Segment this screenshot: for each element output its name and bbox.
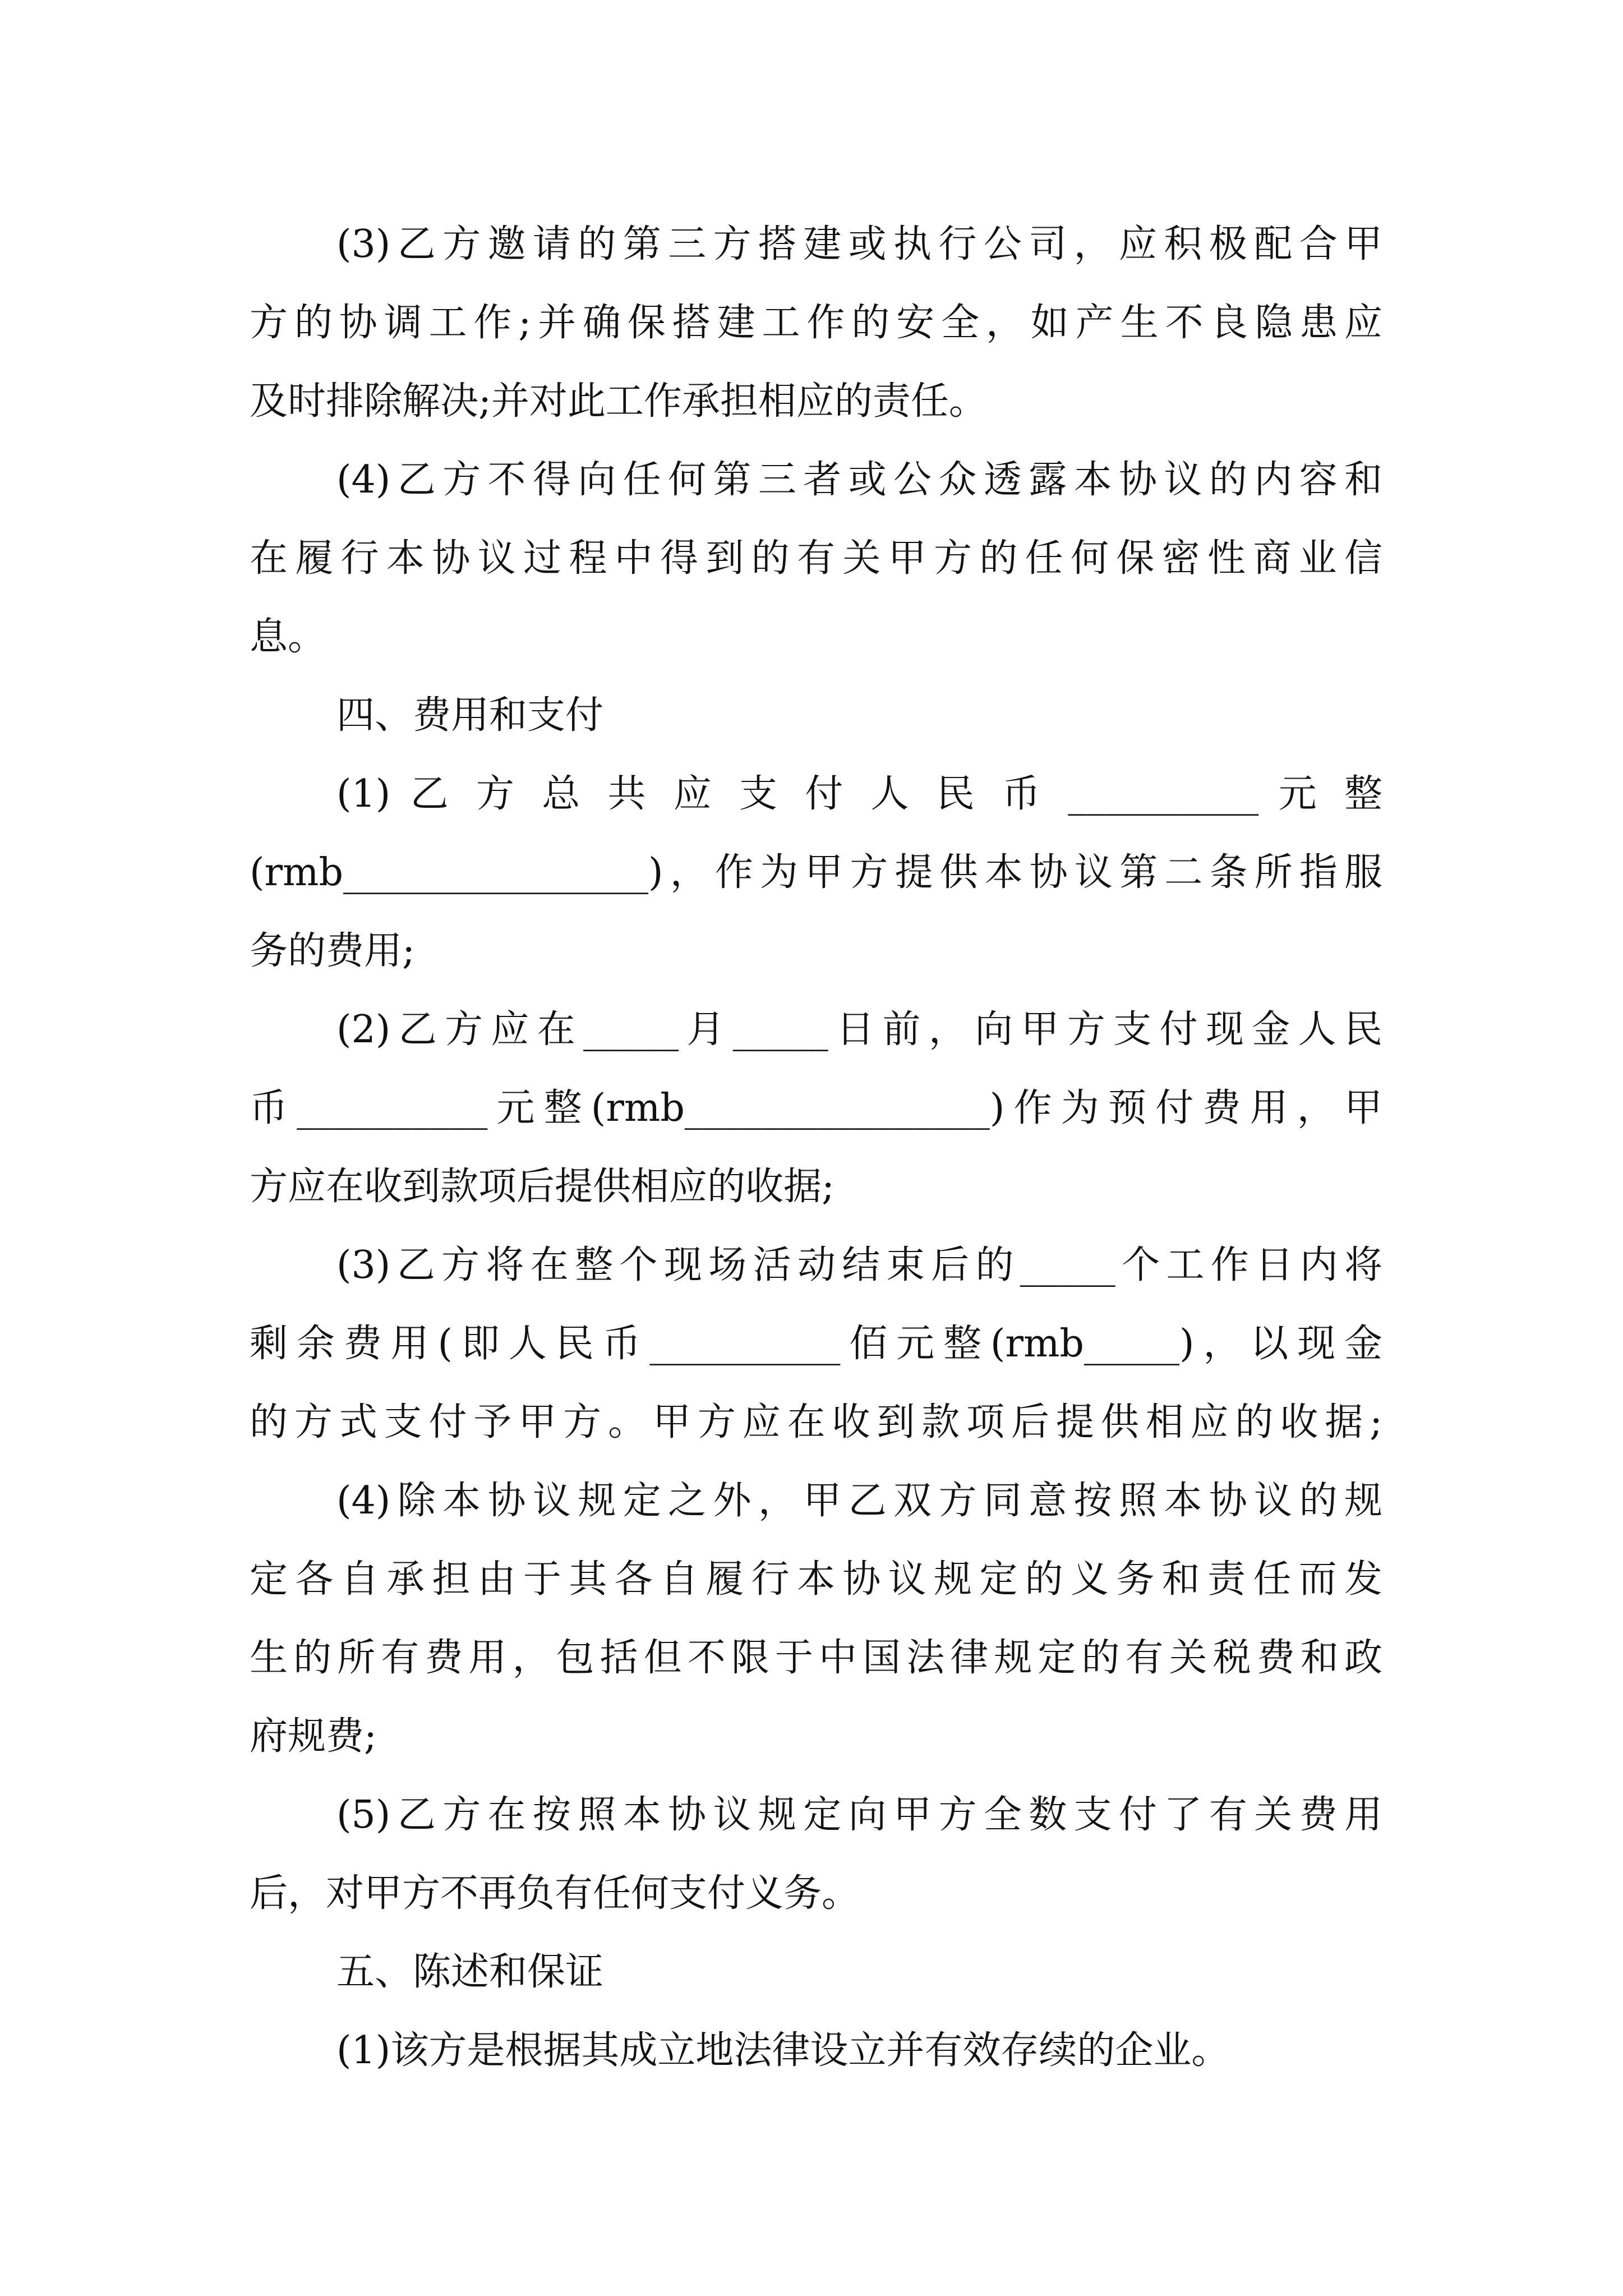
- para-4-line-1: (4)乙方不得向任何第三者或公众透露本协议的内容和: [336, 458, 1382, 502]
- fees-item-5-line-2: 后，对甲方不再负有任何支付义务。: [250, 1871, 860, 1916]
- fees-item-4-line-3: 生的所有费用，包括但不限于中国法律规定的有关税费和政: [250, 1636, 1382, 1680]
- section-heading-fees: 四、费用和支付: [336, 693, 604, 738]
- fees-item-2-line-3: 方应在收到款项后提供相应的收据;: [250, 1165, 834, 1209]
- para-4-line-3: 息。: [250, 615, 326, 659]
- para-4-line-2: 在履行本协议过程中得到的有关甲方的任何保密性商业信: [250, 536, 1382, 581]
- fees-item-4-line-4: 府规费;: [250, 1714, 377, 1759]
- fees-item-3-line-3: 的方式支付予甲方。甲方应在收到款项后提供相应的收据;: [250, 1400, 1382, 1444]
- fees-item-4-line-1: (4)除本协议规定之外，甲乙双方同意按照本协议的规: [336, 1479, 1382, 1523]
- fees-item-3-line-2: 剩余费用(即人民币__________佰元整(rmb_____)，以现金: [250, 1322, 1382, 1366]
- fees-item-1-line-1: (1) 乙 方 总 共 应 支 付 人 民 币 __________ 元 整: [336, 772, 1382, 816]
- section-heading-representations: 五、陈述和保证: [336, 1950, 604, 1994]
- fees-item-5-line-1: (5)乙方在按照本协议规定向甲方全数支付了有关费用: [336, 1793, 1382, 1837]
- para-3-line-1: (3)乙方邀请的第三方搭建或执行公司，应积极配合甲: [336, 222, 1382, 266]
- para-3-line-3: 及时排除解决;并对此工作承担相应的责任。: [250, 379, 987, 424]
- para-3-line-2: 方的协调工作;并确保搭建工作的安全，如产生不良隐患应: [250, 301, 1382, 345]
- fees-item-2-line-2: 币__________元整(rmb________________)作为预付费用，甲: [250, 1086, 1382, 1130]
- fees-item-2-line-1: (2)乙方应在_____月_____日前，向甲方支付现金人民: [336, 1007, 1382, 1052]
- fees-item-3-line-1: (3)乙方将在整个现场活动结束后的_____个工作日内将: [336, 1243, 1382, 1287]
- representations-item-1: (1)该方是根据其成立地法律设立并有效存续的企业。: [336, 2028, 1230, 2073]
- fees-item-1-line-2: (rmb________________)，作为甲方提供本协议第二条所指服: [250, 850, 1382, 895]
- fees-item-1-line-3: 务的费用;: [250, 929, 415, 973]
- fees-item-4-line-2: 定各自承担由于其各自履行本协议规定的义务和责任而发: [250, 1557, 1382, 1602]
